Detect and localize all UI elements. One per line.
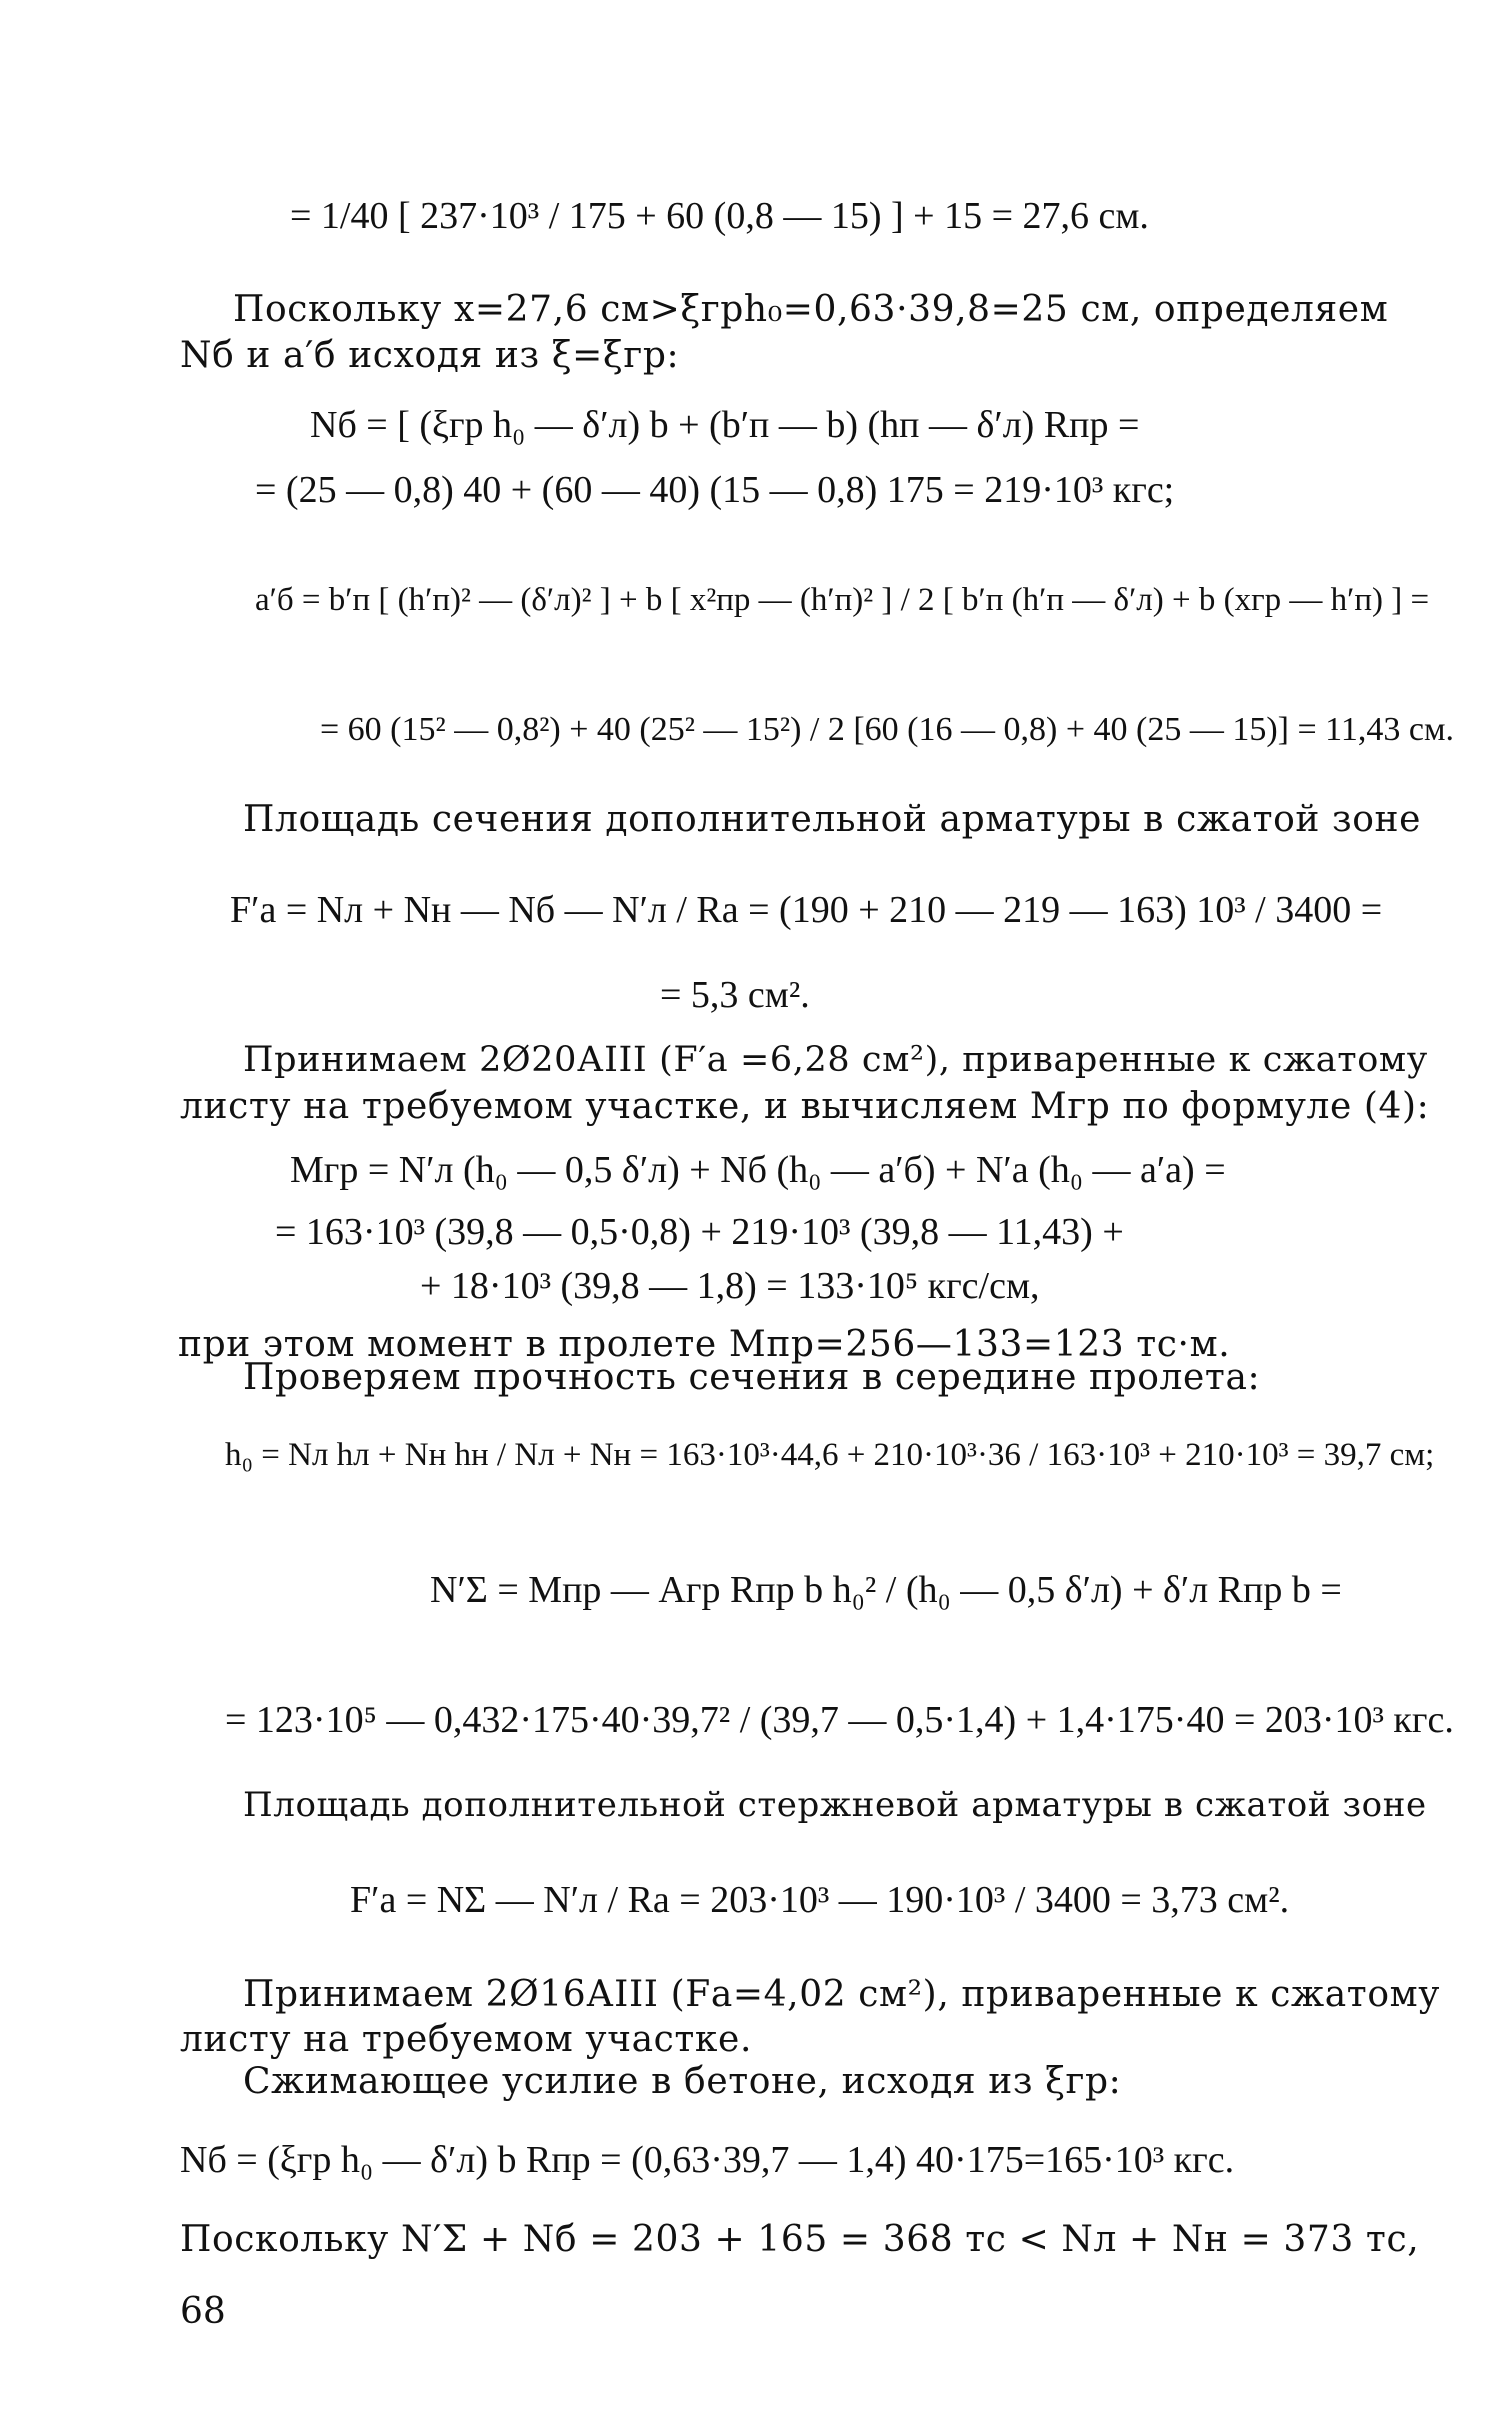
- formula-nsigma-definition: N′Σ = Mпр — Aгр Rпр b h₀² / (h₀ — 0,5 δ′л) + δ′л Rпр b =: [430, 1569, 1342, 1611]
- formula-fa-first-result: = 5,3 см².: [660, 974, 810, 1016]
- text-line: Сжимающее усилие в бетоне, исходя из ξгр:: [243, 2061, 1122, 2102]
- formula-fa-first: F′а = Nл + Nн — Nб — N′л / Rа = (190 + 210 — 219 — 163) 10³ / 3400 =: [230, 889, 1383, 931]
- page-number: 68: [180, 2291, 226, 2332]
- formula-x-result: = 1/40 [ 237·10³ / 175 + 60 (0,8 — 15) ] + 15 = 27,6 см.: [290, 195, 1149, 237]
- text-line: Nб и a′б исходя из ξ=ξгр:: [180, 335, 680, 376]
- text-line: Принимаем 2Ø16АIII (Fа=4,02 см²), приваренные к сжатому: [243, 1974, 1440, 2015]
- text-line: Поскольку N′Σ + Nб = 203 + 165 = 368 тс < Nл + Nн = 373 тс,: [180, 2219, 1420, 2260]
- text-line: при этом момент в пролете Mпр=256—133=123 тс·м.: [178, 1324, 1231, 1365]
- formula-mgr-line: = 163·10³ (39,8 — 0,5·0,8) + 219·10³ (39,8 — 11,43) +: [275, 1211, 1124, 1253]
- text-line: Поскольку x=27,6 см>ξгрh₀=0,63·39,8=25 см, определяем: [233, 289, 1389, 330]
- formula-h0: h₀ = Nл hл + Nн hн / Nл + Nн = 163·10³·44,6 + 210·10³·36 / 163·10³ + 210·10³ = 39,7 см;: [225, 1437, 1435, 1473]
- formula-ab-value: = 60 (15² — 0,8²) + 40 (25² — 15²) / 2 [60 (16 — 0,8) + 40 (25 — 15)] = 11,43 см.: [320, 711, 1454, 748]
- formula-nb-definition: Nб = [ (ξгр h₀ — δ′л) b + (b′п — b) (hп — δ′л) Rпр =: [310, 404, 1140, 446]
- formula-nsigma-value: = 123·10⁵ — 0,432·175·40·39,7² / (39,7 — 0,5·1,4) + 1,4·175·40 = 203·10³ кгс.: [225, 1699, 1454, 1741]
- text-line: листу на требуемом участке.: [180, 2019, 752, 2060]
- text-line: Площадь сечения дополнительной арматуры в сжатой зоне: [243, 799, 1422, 840]
- text-line: Принимаем 2Ø20АIII (F′а =6,28 см²), приваренные к сжатому: [243, 1040, 1428, 1080]
- text-line: листу на требуемом участке, и вычисляем Mгр по формуле (4):: [180, 1086, 1430, 1127]
- formula-mgr-definition: Mгр = N′л (h₀ — 0,5 δ′л) + Nб (h₀ — a′б) + N′а (h₀ — a′а) =: [290, 1149, 1226, 1191]
- formula-mgr-result: + 18·10³ (39,8 — 1,8) = 133·10⁵ кгс/см,: [420, 1265, 1040, 1307]
- text-line: Площадь дополнительной стержневой арматуры в сжатой зоне: [243, 1785, 1427, 1825]
- formula-ab-definition: a′б = b′п [ (h′п)² — (δ′л)² ] + b [ x²пр — (h′п)² ] / 2 [ b′п (h′п — δ′л) + b (xгр — h′п) ] =: [255, 582, 1430, 618]
- formula-nb-concrete: Nб = (ξгр h₀ — δ′л) b Rпр = (0,63·39,7 — 1,4) 40·175=165·10³ кгс.: [180, 2139, 1235, 2181]
- text-line: Проверяем прочность сечения в середине пролета:: [243, 1357, 1261, 1398]
- formula-nb-value: = (25 — 0,8) 40 + (60 — 40) (15 — 0,8) 175 = 219·10³ кгс;: [255, 469, 1175, 511]
- formula-fa-second: F′а = NΣ — N′л / Rа = 203·10³ — 190·10³ / 3400 = 3,73 см².: [350, 1879, 1290, 1921]
